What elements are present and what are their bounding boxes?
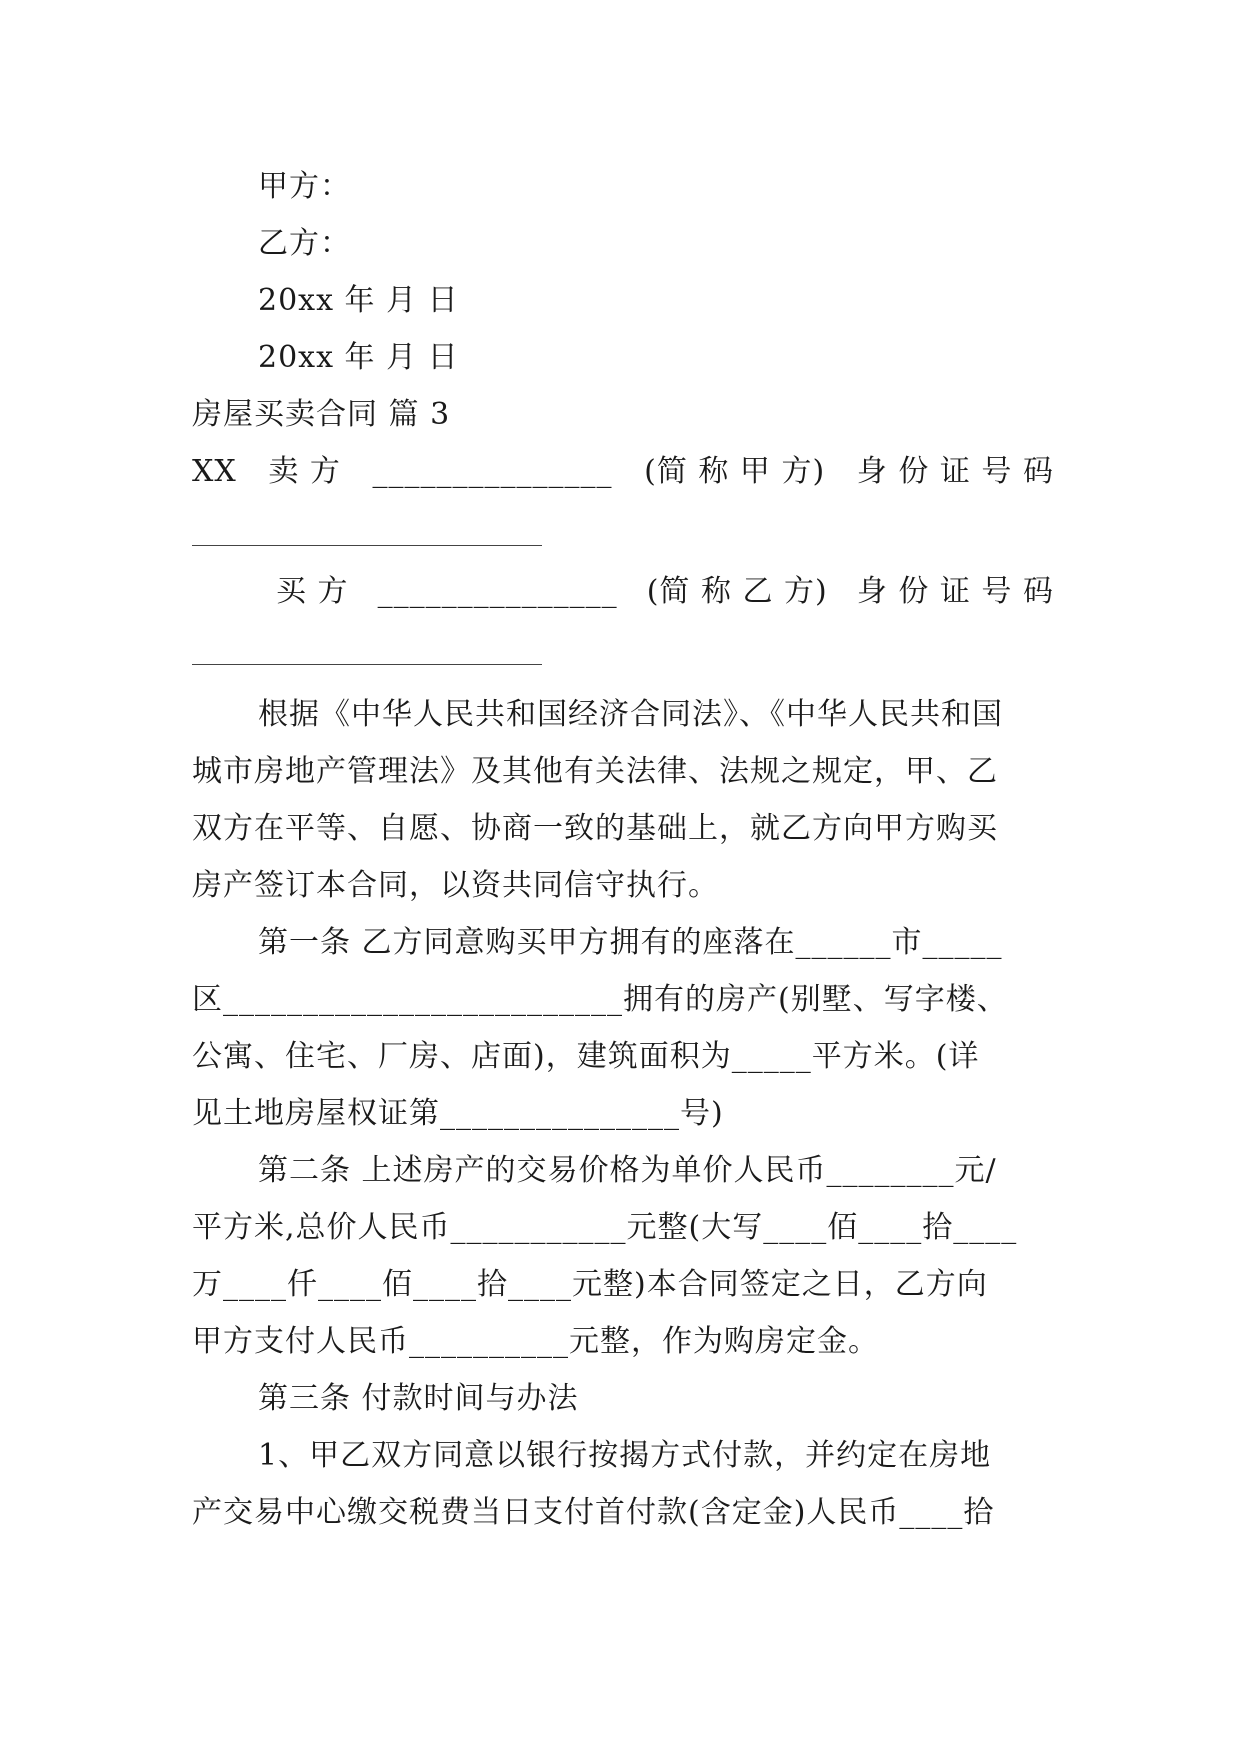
article2-line: 平方米,总价人民币___________元整(大写____佰____拾____ bbox=[192, 1210, 1018, 1245]
intro-line: 房产签订本合同，以资共同信守执行。 bbox=[192, 868, 719, 903]
intro-line: 城市房地产管理法》及其他有关法律、法规之规定，甲、乙 bbox=[192, 754, 998, 789]
signature-date: 20xx 年 月 日 bbox=[258, 340, 459, 375]
article2-line: 甲方支付人民币__________元整，作为购房定金。 bbox=[192, 1324, 879, 1359]
buyer-blank: _______________ bbox=[377, 574, 618, 609]
party-b-signature: 乙方： bbox=[258, 226, 351, 261]
seller-role: 卖 方 bbox=[268, 454, 341, 489]
article1-line: 区_________________________拥有的房产(别墅、写字楼、 bbox=[192, 982, 1008, 1017]
seller-line bbox=[192, 452, 1054, 492]
buyer-line bbox=[276, 572, 1054, 612]
seller-prefix: XX bbox=[192, 454, 237, 489]
article1-line: 见土地房屋权证第_______________号) bbox=[192, 1096, 724, 1131]
article1-line: 第一条 乙方同意购买甲方拥有的座落在______市_____ bbox=[258, 925, 1003, 960]
article3-title: 第三条 付款时间与办法 bbox=[258, 1381, 579, 1416]
buyer-id-underline bbox=[192, 664, 542, 665]
article2-line: 万____仟____佰____拾____元整)本合同签定之日，乙方向 bbox=[192, 1267, 988, 1302]
intro-line: 根据《中华人民共和国经济合同法》、《中华人民共和国 bbox=[258, 697, 1003, 732]
signature-date: 20xx 年 月 日 bbox=[258, 283, 459, 318]
buyer-abbr: (简 称 乙 方) bbox=[646, 574, 828, 609]
article1-line: 公寓、住宅、厂房、店面)，建筑面积为_____平方米。(详 bbox=[192, 1039, 980, 1074]
intro-line: 双方在平等、自愿、协商一致的基础上，就乙方向甲方购买 bbox=[192, 811, 998, 846]
party-a-signature: 甲方： bbox=[258, 169, 351, 204]
article3-line: 1、甲乙双方同意以银行按揭方式付款，并约定在房地 bbox=[258, 1438, 992, 1473]
seller-id-underline bbox=[192, 545, 542, 546]
buyer-role: 买 方 bbox=[276, 574, 349, 609]
seller-abbr: (简 称 甲 方) bbox=[644, 454, 826, 489]
buyer-id-label: 身 份 证 号 码 bbox=[856, 574, 1054, 609]
seller-id-label: 身 份 证 号 码 bbox=[856, 454, 1054, 489]
contract-title: 房屋买卖合同 篇 3 bbox=[192, 397, 451, 432]
article3-line: 产交易中心缴交税费当日支付首付款(含定金)人民币____拾 bbox=[192, 1495, 995, 1530]
article2-line: 第二条 上述房产的交易价格为单价人民币________元/ bbox=[258, 1153, 997, 1188]
seller-blank: _______________ bbox=[372, 454, 613, 489]
